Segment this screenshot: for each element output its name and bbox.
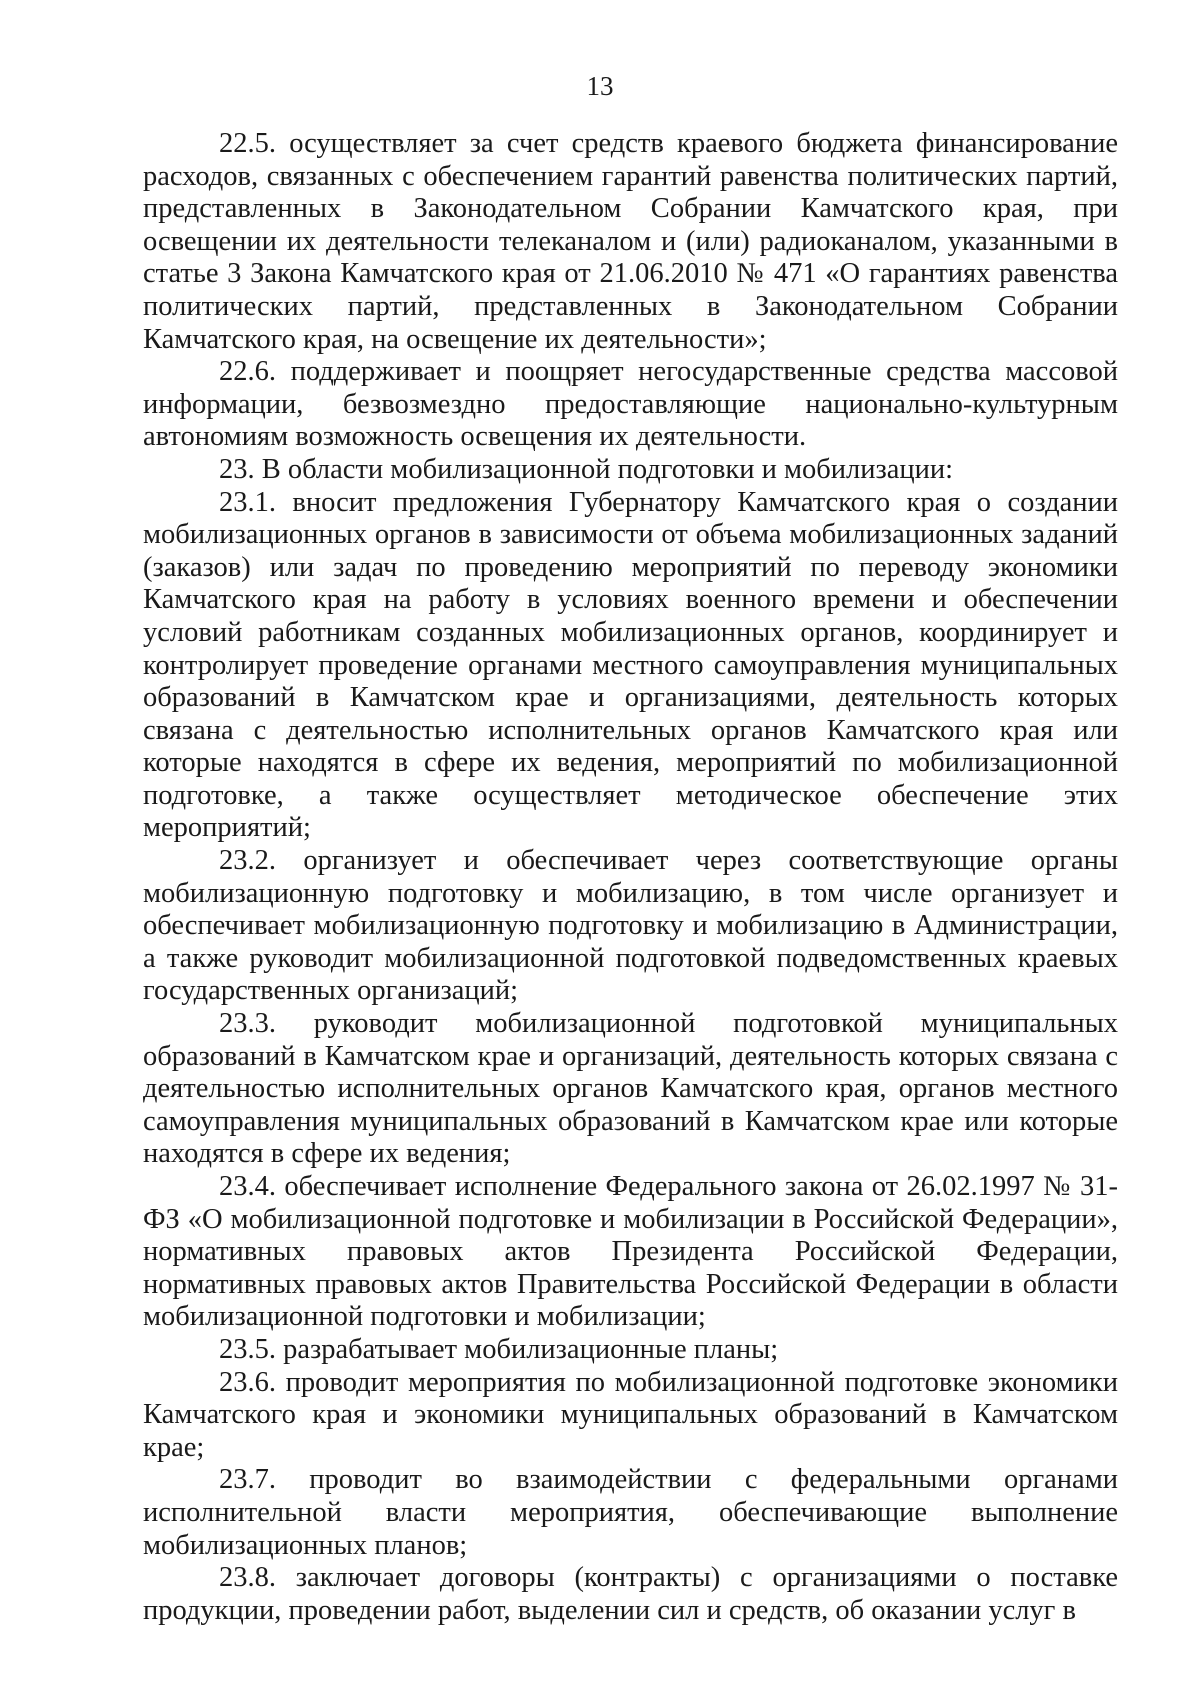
paragraph-23-6: 23.6. проводит мероприятия по мобилизационной подготовке экономики Камчатского края и экономики муниципальных образований в Камчатском крае; [143,1366,1118,1463]
paragraph-23-8: 23.8. заключает договоры (контракты) с организациями о поставке продукции, проведении работ, выделении сил и средств, об оказании услуг в [143,1562,1118,1626]
paragraph-23-5: 23.5. разрабатывает мобилизационные планы; [219,1333,779,1365]
document-body [143,128,1118,1627]
paragraph-23-1: 23.1. вносит предложения Губернатору Камчатского края о создании мобилизационных органов в зависимости от объема мобилизационных заданий (заказов) или задач по проведению мероприятий по переводу экономики Камчатского края на работу в условиях военного времени и обеспечении условий работникам созданных мобилизационных органов, координирует и контролирует проведение органами местного самоуправления муниципальных образований в Камчатском крае и организациями, деятельность которых связана с деятельностью исполнительных органов Камчатского края или которые находятся в сфере их ведения, мероприятий по мобилизационной подготовке, а также осуществляет методическое обеспечение этих мероприятий; [143,486,1118,844]
paragraph-23-4: 23.4. обеспечивает исполнение Федерального закона от 26.02.1997 № 31-ФЗ «О мобилизационной подготовке и мобилизации в Российской Федерации», нормативных правовых актов Президента Российской Федерации, нормативных правовых актов Правительства Российской Федерации в области мобилизационной подготовки и мобилизации; [143,1171,1118,1333]
page-number: 13 [586,71,614,101]
paragraph-23-3: 23.3. руководит мобилизационной подготовкой муниципальных образований в Камчатском крае и организаций, деятельность которых связана с деятельностью исполнительных органов Камчатского края, органов местного самоуправления муниципальных образований в Камчатском крае или которые находятся в сфере их ведения; [143,1008,1118,1170]
section-heading-23: 23. В области мобилизационной подготовки и мобилизации: [219,453,954,485]
paragraph-23-2: 23.2. организует и обеспечивает через соответствующие органы мобилизационную подготовку и мобилизацию, в том числе организует и обеспечивает мобилизационную подготовку и мобилизацию в Администрации, а также руководит мобилизационной подготовкой подведомственных краевых государственных организаций; [143,845,1118,1007]
paragraph-22-5: 22.5. осуществляет за счет средств краевого бюджета финансирование расходов, связанных с обеспечением гарантий равенства политических партий, представленных в Законодательном Собрании Камчатского края, при освещении их деятельности телеканалом и (или) радиоканалом, указанными в статье 3 Закона Камчатского края от 21.06.2010 № 471 «О гарантиях равенства политических партий, представленных в Законодательном Собрании Камчатского края, на освещение их деятельности»; [143,128,1118,355]
paragraph-23-7: 23.7. проводит во взаимодействии с федеральными органами исполнительной власти мероприятия, обеспечивающие выполнение мобилизационных планов; [143,1464,1118,1561]
paragraph-22-6: 22.6. поддерживает и поощряет негосударственные средства массовой информации, безвозмездно предоставляющие национально-культурным автономиям возможность освещения их деятельности. [143,356,1118,453]
